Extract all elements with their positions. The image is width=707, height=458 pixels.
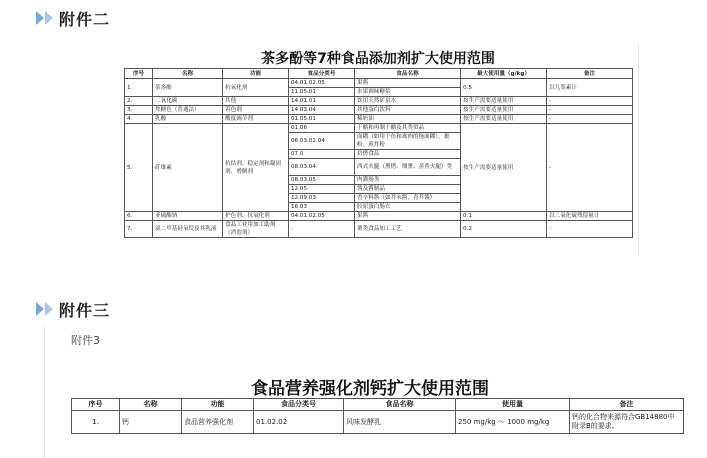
cell-food: 干酪和再制干酪及其类似品 — [355, 124, 461, 133]
cell-note: 钙的化合物来源符合GB14880中附录B的要求。 — [570, 411, 684, 434]
cell-name: 钙 — [120, 411, 182, 434]
chevron-right-icon — [36, 11, 44, 25]
cell-function: 食品营养强化剂 — [182, 411, 254, 434]
header-cell: 食品名称 — [344, 399, 456, 411]
cell-food: 果酱 — [355, 79, 461, 88]
section-header-3 — [36, 299, 110, 319]
cell-function: 着色剂 — [223, 106, 289, 115]
section-header-2 — [36, 8, 110, 28]
cell-category: 04.01.02.05 — [289, 212, 355, 221]
cell-no: 2. — [125, 97, 153, 106]
chevron-right-icon — [36, 302, 44, 316]
cell-food: 水果调味糖浆 — [355, 88, 461, 97]
cell-category: 14.03.04 — [289, 106, 355, 115]
header-cell: 名称 — [120, 399, 182, 411]
cell-category: 16.03 — [289, 203, 355, 212]
header-cell: 备注 — [547, 69, 633, 79]
cell-food: 其他蛋白饮料 — [355, 106, 461, 115]
cell-no: 5. — [125, 124, 153, 212]
cell-category: 12.09.03 — [289, 194, 355, 203]
header-cell: 最大使用量（g/kg） — [461, 69, 547, 79]
cell-food: 面糊（如用于鱼和禽肉的拖面糊）、裹粉、煎炸粉 — [355, 133, 461, 150]
cell-function: 食品工业用加工助剂（消泡剂） — [223, 221, 289, 238]
fortifier-table — [71, 398, 684, 434]
table-row — [125, 212, 633, 221]
cell-no: 3. — [125, 106, 153, 115]
cell-note: - — [547, 115, 633, 124]
cell-category: 06.03.02.04 — [289, 133, 355, 150]
cell-name: 亚硫酸钠 — [153, 212, 223, 221]
table-header-row — [72, 399, 684, 411]
header-cell: 使用量 — [456, 399, 570, 411]
cell-note: - — [547, 124, 633, 212]
attachment-label: 附件3 — [71, 334, 100, 347]
cell-no: 7. — [125, 221, 153, 238]
chevron-right-icon — [45, 302, 53, 316]
chevron-right-icon — [45, 11, 53, 25]
cell-max: 按生产需要适量使用 — [461, 97, 547, 106]
cell-food: 果酱 — [355, 212, 461, 221]
cell-food: 西式火腿（熏烤、烟熏、蒸煮火腿）类 — [355, 159, 461, 176]
table-header-row — [125, 69, 633, 79]
header-cell: 食品分类号 — [254, 399, 344, 411]
cell-no: 6. — [125, 212, 153, 221]
cell-function: 抗结剂、稳定剂和凝固剂、增稠剂 — [223, 124, 289, 212]
cell-food: 稀奶油 — [355, 115, 461, 124]
cell-category: 11.05.01 — [289, 88, 355, 97]
table-row — [125, 221, 633, 238]
cell-note: 以二氧化硫残留量计 — [547, 212, 633, 221]
header-cell: 食品名称 — [355, 69, 461, 79]
document-title: 茶多酚等7种食品添加剂扩大使用范围 — [261, 51, 495, 67]
table-row — [125, 124, 633, 133]
cell-category: 01.02.02 — [254, 411, 344, 434]
cell-max: 按生产需要适量使用 — [461, 106, 547, 115]
cell-note: - — [547, 221, 633, 238]
header-cell: 食品分类号 — [289, 69, 355, 79]
header-cell: 备注 — [570, 399, 684, 411]
cell-max: 按生产需要适量使用 — [461, 124, 547, 212]
cell-category: 12.05 — [289, 185, 355, 194]
cell-function: 抗氧化剂 — [223, 79, 289, 97]
table-row — [72, 411, 684, 434]
document-image-2 — [44, 326, 695, 458]
header-cell: 序号 — [125, 69, 153, 79]
header-cell: 功能 — [182, 399, 254, 411]
cell-name: 焦糖色（普通法） — [153, 106, 223, 115]
table-row — [125, 106, 633, 115]
cell-food: 薯类食品加工工艺 — [355, 221, 461, 238]
cell-note: - — [547, 106, 633, 115]
header-cell: 功能 — [223, 69, 289, 79]
header-cell: 序号 — [72, 399, 120, 411]
cell-category: 04.01.02.05 — [289, 79, 355, 88]
document-title: 食品营养强化剂钙扩大使用范围 — [251, 379, 489, 399]
additives-table — [124, 68, 633, 238]
cell-name: 乳酸 — [153, 115, 223, 124]
cell-category: 14.01.01 — [289, 97, 355, 106]
table-row — [125, 115, 633, 124]
cell-name: 氨二甲基硅氧烷及其乳液 — [153, 221, 223, 238]
cell-amount: 250 mg/kg ～ 1000 mg/kg — [456, 411, 570, 434]
cell-note: 以儿茶素计 — [547, 79, 633, 97]
cell-food: 饮用天然矿泉水 — [355, 97, 461, 106]
cell-max: 按生产需要适量使用 — [461, 115, 547, 124]
cell-max: 0.1 — [461, 212, 547, 221]
cell-no: 4. — [125, 115, 153, 124]
section-title: 附件三 — [59, 300, 111, 320]
document-image-1 — [118, 44, 639, 256]
cell-function: 其他 — [223, 97, 289, 106]
cell-category: 01.06 — [289, 124, 355, 133]
cell-max: 0.5 — [461, 79, 547, 97]
header-cell: 名称 — [153, 69, 223, 79]
cell-food: 焙烤食品 — [355, 150, 461, 159]
cell-max: 0.2 — [461, 221, 547, 238]
cell-function: 护色剂、抗氧化剂 — [223, 212, 289, 221]
section-title: 附件二 — [59, 9, 111, 29]
cell-food: 肉灌肠类 — [355, 176, 461, 185]
cell-category: 08.03.05 — [289, 176, 355, 185]
cell-no: 1. — [72, 411, 120, 434]
cell-function: 酸度调节剂 — [223, 115, 289, 124]
table-row — [125, 79, 633, 88]
cell-name: 茶多酚 — [153, 79, 223, 97]
cell-food: 胶原蛋白肠衣 — [355, 203, 461, 212]
cell-note: - — [547, 97, 633, 106]
cell-food: 香辛料酱（如芥末酱、青芥酱） — [355, 194, 461, 203]
table-row — [125, 97, 633, 106]
cell-name: 纤维素 — [153, 124, 223, 212]
cell-category: 01.05.01 — [289, 115, 355, 124]
cell-food: 风味发酵乳 — [344, 411, 456, 434]
cell-food: 酱及酱制品 — [355, 185, 461, 194]
cell-category: 08.03.04 — [289, 159, 355, 176]
cell-no: 1. — [125, 79, 153, 97]
cell-category: 07.0 — [289, 150, 355, 159]
cell-name: 二氧化碳 — [153, 97, 223, 106]
cell-category: - — [289, 221, 355, 238]
